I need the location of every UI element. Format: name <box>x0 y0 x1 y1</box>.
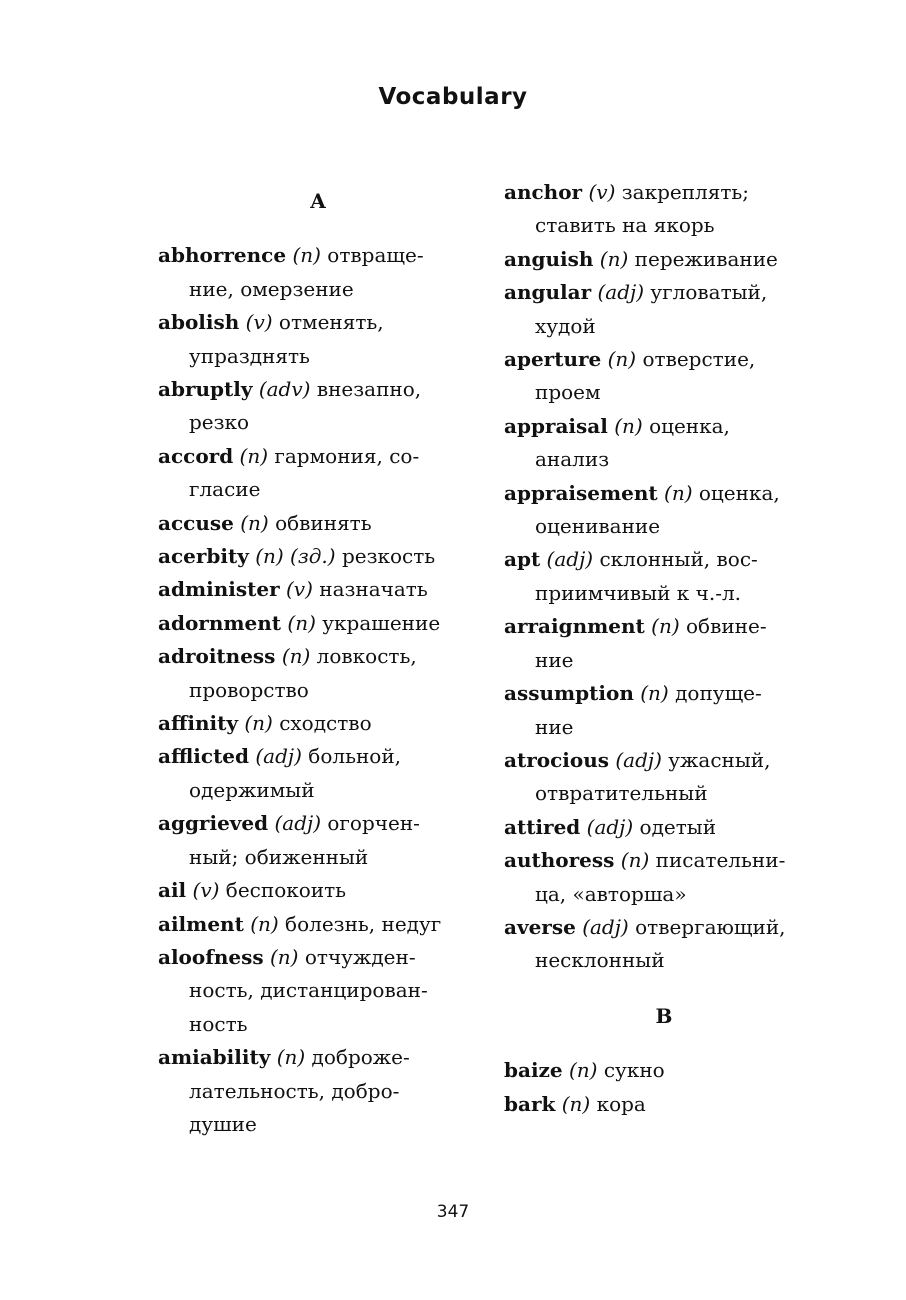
entry-translation-line: отчужден- <box>304 944 416 969</box>
entry-part-of-speech: (n) <box>614 413 643 438</box>
entry-translation-line: худой <box>535 313 596 338</box>
vocabulary-entry <box>158 239 478 306</box>
entry-part-of-speech: (n) <box>244 711 273 736</box>
entry-translation-line: угловатый, <box>650 280 768 305</box>
vocabulary-entry <box>158 908 478 941</box>
entry-headword: averse <box>504 914 576 939</box>
entry-translation-line: назначать <box>319 577 428 602</box>
page-number: 347 <box>436 1202 470 1222</box>
entry-part-of-speech: (adj) <box>274 811 322 836</box>
vocabulary-entry <box>504 176 824 243</box>
entry-translation-line: огорчен- <box>327 811 420 836</box>
entry-headword: assumption <box>504 681 634 706</box>
vocabulary-entry <box>504 1088 824 1121</box>
right-entries-a-list <box>504 176 824 978</box>
entry-translation-line: ние, омерзение <box>189 276 354 301</box>
vocabulary-entry <box>158 707 478 740</box>
vocabulary-entry <box>504 911 824 978</box>
vocabulary-entry <box>158 306 478 373</box>
entry-translation-line: сходство <box>279 711 372 736</box>
entry-part-of-speech: (n) <box>607 347 637 372</box>
vocabulary-entry <box>158 373 478 440</box>
vocabulary-entry <box>158 507 478 540</box>
entry-headword: acerbity <box>158 544 249 569</box>
section-letter-a: A <box>310 189 326 213</box>
left-entries-list <box>158 239 478 1141</box>
right-entries-b-list <box>504 1054 824 1121</box>
entry-headword: apt <box>504 547 541 572</box>
entry-headword: affinity <box>158 711 238 736</box>
entry-part-of-speech: (n) <box>240 510 269 535</box>
entry-translation-line: отвергающий, <box>635 914 786 939</box>
entry-translation-line: отвраще- <box>327 243 424 268</box>
vocabulary-entry <box>158 874 478 907</box>
entry-translation-line: ловкость, <box>316 644 417 669</box>
entry-translation-line: ность, дистанцирован- <box>189 978 428 1003</box>
entry-translation-line: анализ <box>535 447 610 472</box>
entry-translation-line: внезапно, <box>316 377 422 402</box>
entry-headword: abhorrence <box>158 243 287 268</box>
entry-headword: aperture <box>504 347 602 372</box>
vocabulary-entry <box>504 1054 824 1087</box>
vocabulary-entry <box>504 410 824 477</box>
entry-translation-line: оценка, <box>649 413 730 438</box>
entry-translation-line: одержимый <box>189 777 315 802</box>
vocabulary-entry <box>158 540 478 573</box>
vocabulary-entry <box>158 941 478 1041</box>
vocabulary-entry <box>504 276 824 343</box>
entry-translation-line: украшение <box>322 610 441 635</box>
entry-part-of-speech: (adj) <box>615 747 662 772</box>
entry-headword: appraisement <box>504 480 658 505</box>
entry-translation-line: болезнь, недуг <box>285 911 442 936</box>
vocabulary-entry <box>504 744 824 811</box>
entry-headword: bark <box>504 1091 556 1116</box>
entry-part-of-speech: (n) <box>599 246 629 271</box>
left-column <box>158 176 478 1141</box>
entry-headword: adornment <box>158 610 282 635</box>
entry-translation-line: лательность, добро- <box>189 1078 400 1103</box>
entry-translation-line: обвинять <box>275 510 372 535</box>
entry-part-of-speech: (n) <box>651 614 680 639</box>
entry-part-of-speech: (n) <box>568 1058 598 1083</box>
right-column <box>504 176 824 1121</box>
entry-part-of-speech: (n) <box>250 911 279 936</box>
entry-part-of-speech: (n) <box>239 443 269 468</box>
entry-part-of-speech: (n) <box>269 944 299 969</box>
entry-translation-line: больной, <box>308 744 402 769</box>
entry-part-of-speech: (n) <box>640 681 669 706</box>
vocabulary-entry <box>504 343 824 410</box>
entry-headword: ailment <box>158 911 244 936</box>
entry-headword: attired <box>504 814 581 839</box>
page-title: Vocabulary <box>378 84 528 110</box>
entry-headword: afflicted <box>158 744 250 769</box>
entry-translation-line: ужасный, <box>668 747 771 772</box>
entry-translation-line: ние <box>535 714 574 739</box>
entry-translation-line: приимчивый к ч.-л. <box>535 580 742 605</box>
vocabulary-entry <box>158 740 478 807</box>
entry-translation-line: гласие <box>189 477 261 502</box>
vocabulary-entry <box>158 640 478 707</box>
entry-translation-line: допуще- <box>675 681 762 706</box>
entry-headword: amiability <box>158 1045 271 1070</box>
entry-part-of-speech: (n) <box>620 848 650 873</box>
entry-translation-line: доброже- <box>311 1045 410 1070</box>
entry-part-of-speech: (adj) <box>597 280 645 305</box>
entry-translation-line: одетый <box>639 814 717 839</box>
entry-headword: accord <box>158 443 234 468</box>
entry-headword: angular <box>504 280 592 305</box>
entry-headword: authoress <box>504 848 615 873</box>
entry-part-of-speech: (adj) <box>546 547 594 572</box>
entry-translation-line: резкость <box>341 544 436 569</box>
vocabulary-entry <box>504 477 824 544</box>
entry-headword: aggrieved <box>158 811 269 836</box>
entry-headword: arraignment <box>504 614 645 639</box>
entry-translation-line: склонный, вос- <box>599 547 758 572</box>
vocabulary-entry <box>158 440 478 507</box>
entry-part-of-speech: (v) <box>285 577 313 602</box>
entry-part-of-speech: (v) <box>192 878 220 903</box>
entry-part-of-speech: (n) (зд.) <box>255 544 336 569</box>
entry-part-of-speech: (v) <box>245 310 273 335</box>
entry-part-of-speech: (v) <box>588 180 616 204</box>
vocabulary-entry <box>158 573 478 606</box>
entry-translation-line: проворство <box>189 677 309 702</box>
vocabulary-entry <box>504 844 824 911</box>
vocabulary-entry <box>158 807 478 874</box>
entry-translation-line: оценка, <box>698 480 780 505</box>
entry-translation-line: оценивание <box>535 514 661 539</box>
vocabulary-entry <box>158 607 478 640</box>
entry-part-of-speech: (adv) <box>258 377 311 402</box>
vocabulary-entry <box>504 543 824 610</box>
section-letter-b: B <box>655 1003 673 1028</box>
entry-part-of-speech: (adj) <box>255 744 302 769</box>
vocabulary-entry <box>504 243 824 276</box>
vocabulary-entry <box>504 811 824 844</box>
entry-translation-line: отвратительный <box>535 781 708 806</box>
entry-headword: accuse <box>158 510 234 535</box>
entry-translation-line: беспокоить <box>225 878 347 903</box>
vocabulary-entry <box>504 677 824 744</box>
section-gap <box>504 978 824 1000</box>
entry-translation-line: переживание <box>634 246 778 271</box>
entry-headword: abruptly <box>158 377 253 402</box>
entry-translation-line: сукно <box>603 1058 665 1083</box>
entry-translation-line: закреплять; <box>621 180 750 204</box>
entry-translation-line: упразднять <box>189 343 310 368</box>
entry-headword: administer <box>158 577 280 602</box>
entry-headword: adroitness <box>158 644 276 669</box>
vocabulary-entry <box>158 1041 478 1141</box>
entry-translation-line: резко <box>189 410 250 435</box>
entry-translation-line: проем <box>535 380 601 405</box>
entry-translation-line: несклонный <box>535 948 665 973</box>
entry-part-of-speech: (adj) <box>586 814 634 839</box>
entry-part-of-speech: (n) <box>561 1091 591 1116</box>
entry-part-of-speech: (n) <box>276 1045 306 1070</box>
entry-translation-line: отверстие, <box>642 347 756 372</box>
vocabulary-entry <box>504 610 824 677</box>
entry-translation-line: отменять, <box>278 310 384 335</box>
entry-headword: anguish <box>504 246 594 271</box>
entry-headword: abolish <box>158 310 240 335</box>
entry-headword: baize <box>504 1058 563 1083</box>
entry-translation-line: ние <box>535 647 574 672</box>
entry-translation-line: душие <box>189 1111 257 1136</box>
entry-translation-line: ставить на якорь <box>535 213 715 238</box>
entry-translation-line: кора <box>596 1091 646 1116</box>
entry-part-of-speech: (n) <box>281 644 311 669</box>
entry-headword: appraisal <box>504 413 608 438</box>
entry-translation-line: ный; обиженный <box>189 844 369 869</box>
entry-headword: aloofness <box>158 944 264 969</box>
entry-headword: anchor <box>504 180 583 204</box>
entry-translation-line: писательни- <box>655 848 786 873</box>
entry-translation-line: обвине- <box>686 614 767 639</box>
entry-part-of-speech: (n) <box>287 610 316 635</box>
entry-translation-line: гармония, со- <box>274 443 420 468</box>
entry-headword: atrocious <box>504 747 609 772</box>
entry-headword: ail <box>158 878 187 903</box>
entry-part-of-speech: (n) <box>664 480 693 505</box>
entry-part-of-speech: (n) <box>292 243 321 268</box>
entry-translation-line: ность <box>189 1011 248 1036</box>
entry-translation-line: ца, «авторша» <box>535 881 687 906</box>
entry-part-of-speech: (adj) <box>582 914 629 939</box>
